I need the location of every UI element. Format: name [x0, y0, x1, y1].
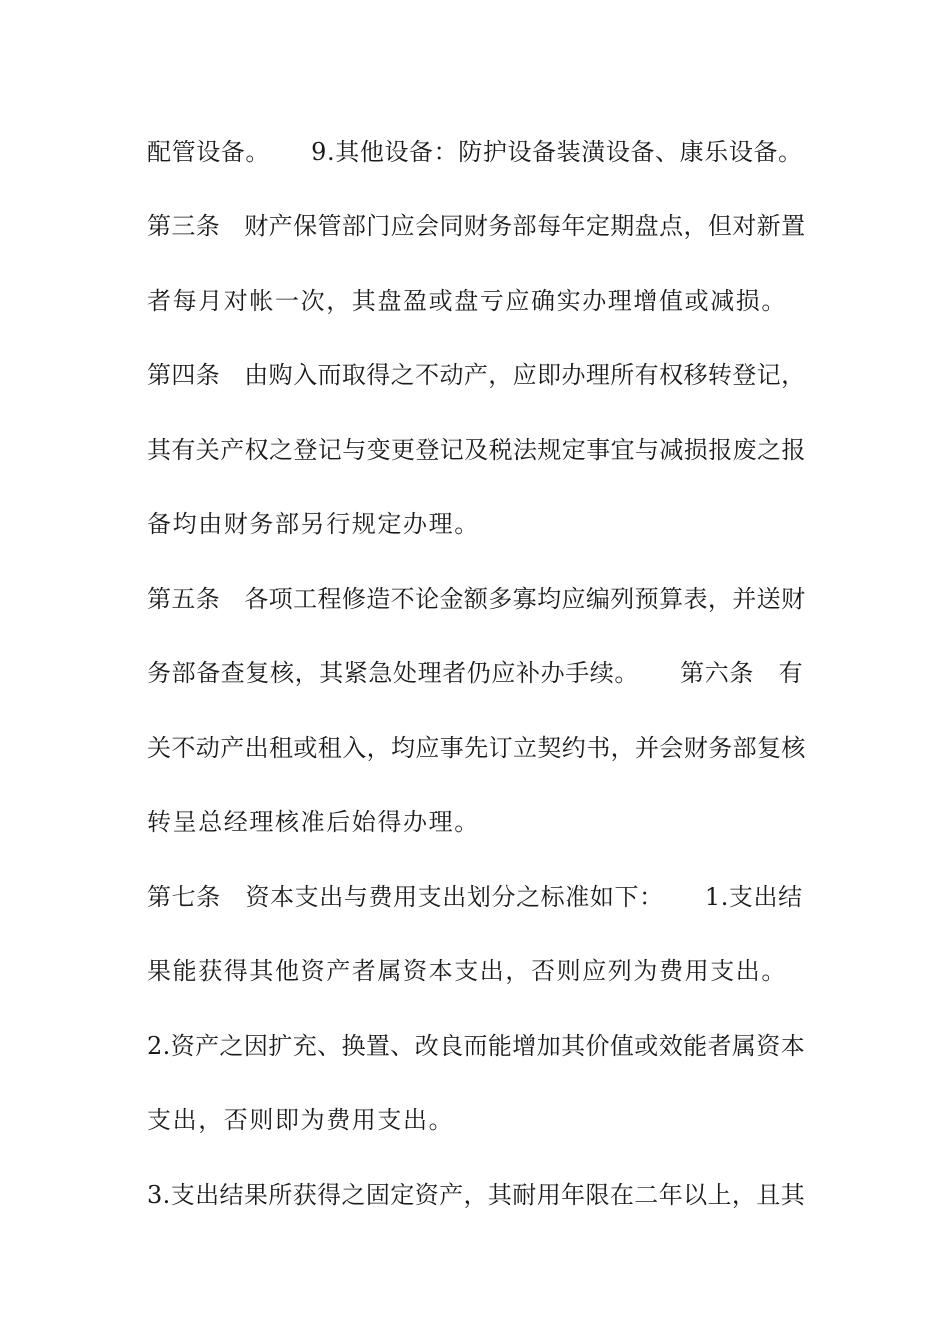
text-line: 第三条 财产保管部门应会同财务部每年定期盘点，但对新置 [147, 212, 806, 240]
text-line: 备均由财务部另行规定办理。 [147, 510, 480, 538]
text-line: 关不动产出租或租入，均应事先订立契约书，并会财务部复核 [147, 734, 806, 762]
text-line: 转呈总经理核准后始得办理。 [147, 808, 480, 836]
text-line: 配管设备。 9.其他设备：防护设备装潢设备、康乐设备。 [147, 138, 803, 166]
text-line: 2.资产之因扩充、换置、改良而能增加其价值或效能者属资本 [147, 1032, 806, 1060]
text-line: 3.支出结果所获得之固定资产，其耐用年限在二年以上，且其 [147, 1181, 806, 1209]
text-line: 第五条 各项工程修造不论金额多寡均应编列预算表，并送财 [147, 585, 806, 613]
text-line: 其有关产权之登记与变更登记及税法规定事宜与减损报废之报 [147, 436, 806, 464]
text-line: 支出，否则即为费用支出。 [147, 1106, 455, 1134]
text-line: 第四条 由购入而取得之不动产，应即办理所有权移转登记， [147, 361, 806, 389]
text-line: 果能获得其他资产者属资本支出，否则应列为费用支出。 [147, 957, 787, 985]
text-line: 务部备查复核，其紧急处理者仍应补办手续。 第六条 有 [147, 659, 804, 687]
text-line: 者每月对帐一次，其盘盈或盘亏应确实办理增值或减损。 [147, 287, 787, 315]
text-line: 第七条 资本支出与费用支出划分之标准如下： 1.支出结 [147, 883, 803, 911]
